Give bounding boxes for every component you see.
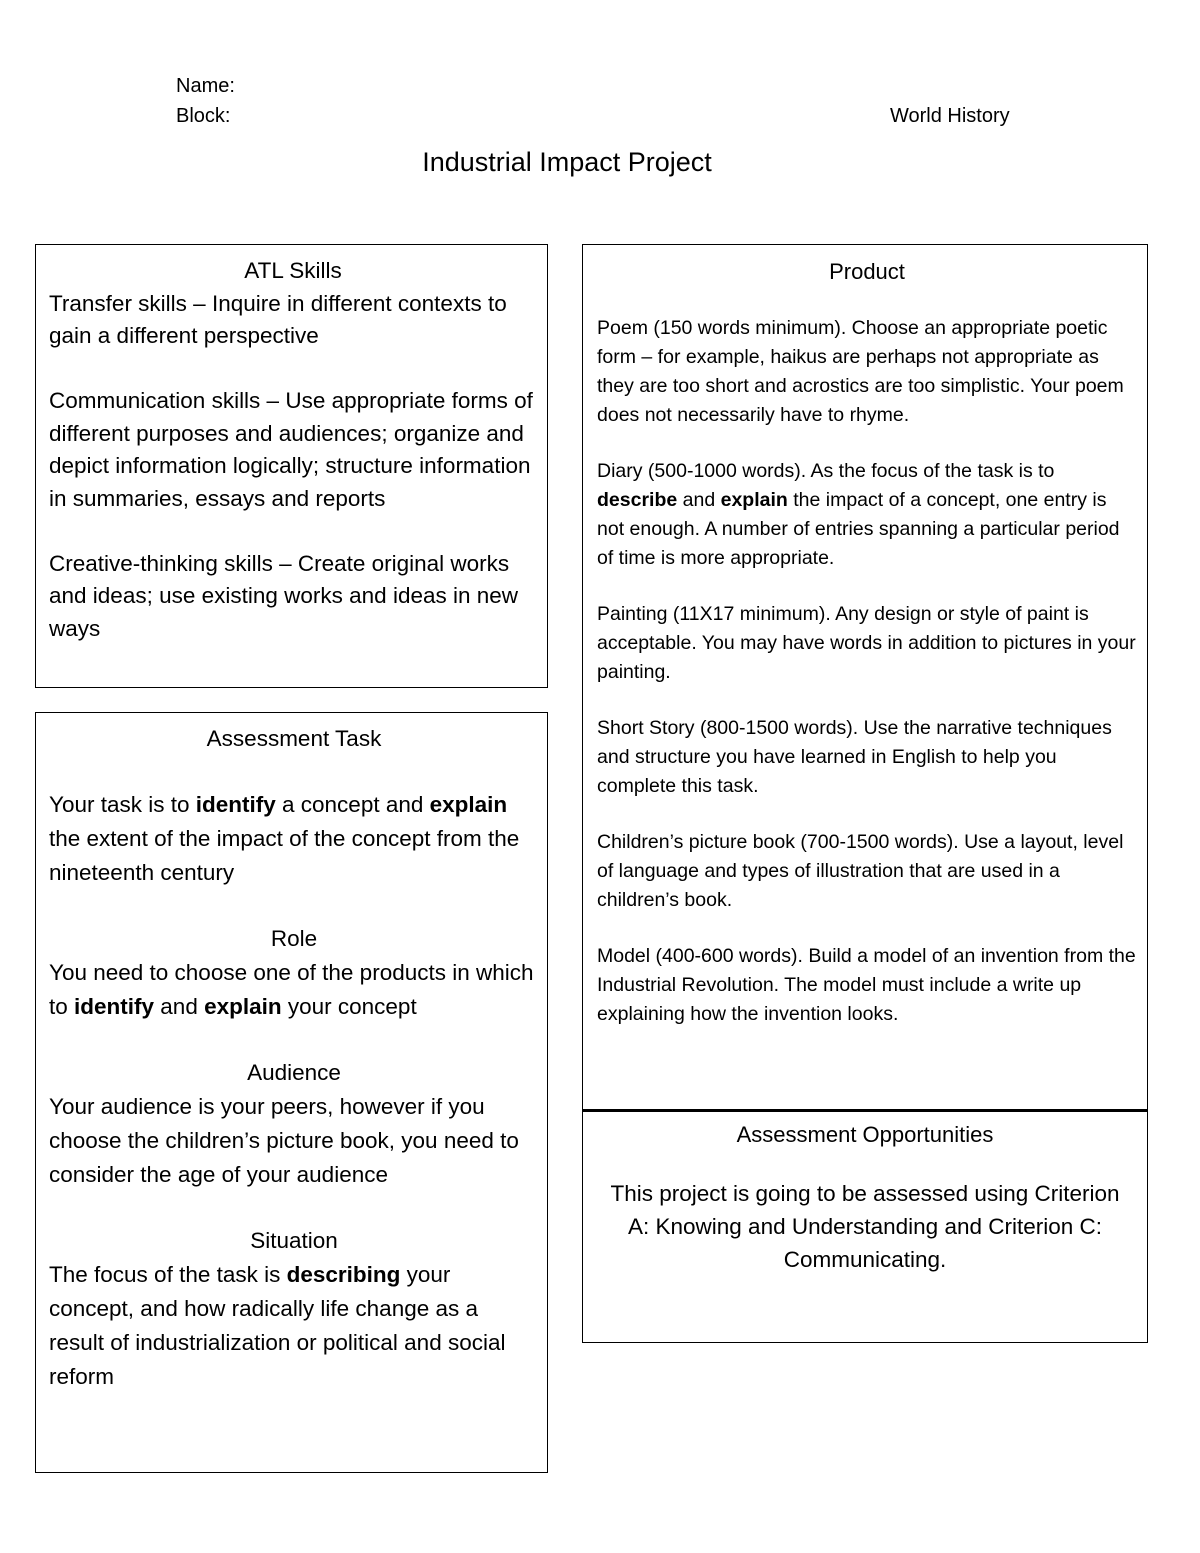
audience-text: Your audience is your peers, however if you choose the children’s picture book, you need to consider the age of your audience xyxy=(49,1094,519,1187)
product-poem: Poem (150 words minimum). Choose an appropriate poetic form – for example, haikus are perhaps not appropriate as they are too short and acrostics are too simplistic. Your poem does not necessarily have to rhyme. xyxy=(597,317,1124,426)
product-heading: Product xyxy=(829,259,905,284)
atl-item-communication: Communication skills – Use appropriate forms of different purposes and audiences; organize and depict information logically; structure information in summaries, essays and reports xyxy=(49,388,533,511)
page-title: Industrial Impact Project xyxy=(422,147,712,177)
block-label: Block: xyxy=(176,105,231,127)
atl-skills-heading: ATL Skills xyxy=(244,258,342,283)
assessment-task-box xyxy=(35,712,548,1473)
assessment-opportunities-text: This project is going to be assessed using Criterion A: Knowing and Understanding and Criterion C: Communicating. xyxy=(610,1181,1120,1272)
product-diary: Diary (500-1000 words). As the focus of the task is to describe and explain the impact of a concept, one entry is not enough. A number of entries spanning a particular period of time is more appropriate. xyxy=(597,460,1120,569)
situation-heading: Situation xyxy=(250,1228,338,1253)
assessment-opportunities-heading: Assessment Opportunities xyxy=(736,1122,994,1147)
task-description: Your task is to identify a concept and explain the extent of the impact of the concept from the nineteenth century xyxy=(49,792,520,885)
audience-heading: Audience xyxy=(247,1060,341,1085)
product-painting: Painting (11X17 minimum). Any design or style of paint is acceptable. You may have words in addition to pictures in your painting. xyxy=(597,603,1136,683)
assessment-opportunities-box xyxy=(582,1110,1148,1343)
name-label: Name: xyxy=(176,75,235,97)
atl-item-creative: Creative-thinking skills – Create original works and ideas; use existing works and ideas in new ways xyxy=(49,550,519,641)
role-text: You need to choose one of the products in which to identify and explain your concept xyxy=(49,960,534,1019)
situation-text: The focus of the task is describing your concept, and how radically life change as a result of industrialization or political and social reform xyxy=(49,1262,506,1389)
product-model: Model (400-600 words). Build a model of an invention from the Industrial Revolution. The model must include a write up explaining how the invention looks. xyxy=(597,945,1136,1025)
role-heading: Role xyxy=(270,926,318,951)
product-picture-book: Children’s picture book (700-1500 words). Use a layout, level of language and types of illustration that are used in a children’s book. xyxy=(597,831,1124,911)
assessment-task-heading: Assessment Task xyxy=(206,726,382,751)
atl-item-transfer: Transfer skills – Inquire in different contexts to gain a different perspective xyxy=(49,290,507,348)
atl-skills-box xyxy=(35,244,548,688)
product-short-story: Short Story (800-1500 words). Use the narrative techniques and structure you have learned in English to help you complete this task. xyxy=(597,717,1112,797)
product-box xyxy=(582,244,1148,1112)
course-label: World History xyxy=(890,105,1010,127)
